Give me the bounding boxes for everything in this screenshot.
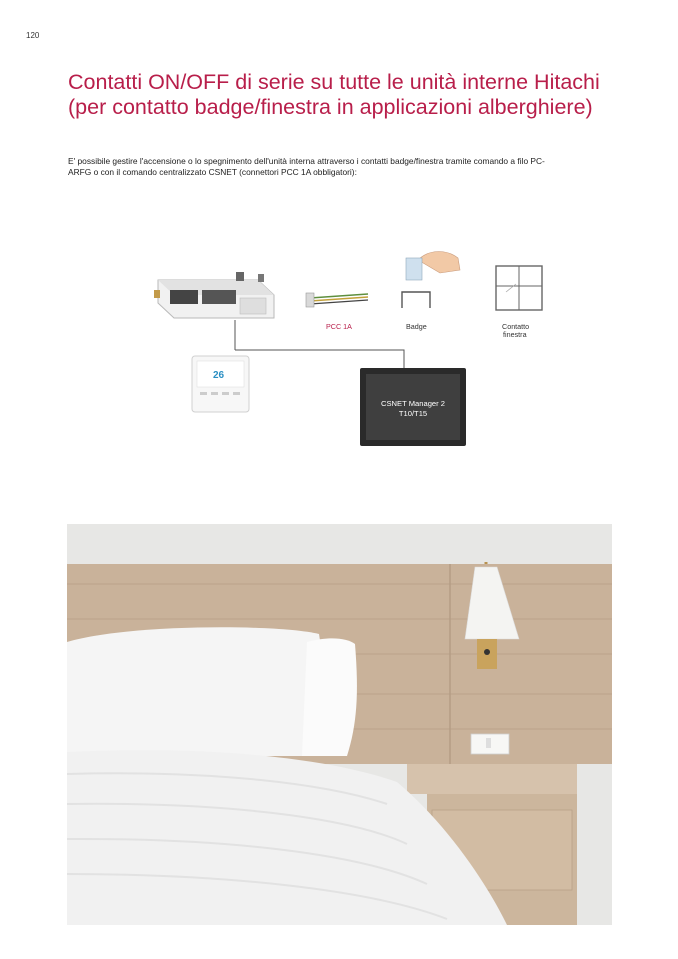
pcc-connector-icon	[306, 293, 368, 307]
intro-paragraph: E' possibile gestire l'accensione o lo spegnimento dell'unità interna attraverso i contatti badge/finestra tramite comando a filo PC-ARFG o con il comando centralizzato CSNET (connettori PCC 1A obbligatori):	[68, 156, 545, 177]
window-contact-icon	[496, 266, 542, 310]
pcc-label: PCC 1A	[326, 322, 352, 331]
wiring-lines	[235, 320, 404, 372]
csnet-screen-title: CSNET Manager 2	[380, 399, 446, 408]
hotel-room-photo	[67, 524, 612, 925]
csnet-screen-model: T10/T15	[398, 409, 428, 418]
badge-label: Badge	[406, 322, 427, 331]
page-number: 120	[26, 31, 40, 40]
pillows	[67, 627, 357, 756]
badge-reader-icon	[402, 252, 460, 309]
window-contact-label-line2: finestra	[503, 330, 527, 339]
page-title: Contatti ON/OFF di serie su tutte le unità interne Hitachi (per contatto badge/finestra in applicazioni alberghiere)	[68, 70, 600, 119]
controller-display: 26	[213, 370, 225, 381]
window-contact-label-line1: Contatto	[502, 322, 530, 331]
indoor-unit-icon	[154, 272, 274, 318]
connection-diagram	[140, 240, 560, 460]
wired-controller-icon	[192, 356, 249, 412]
